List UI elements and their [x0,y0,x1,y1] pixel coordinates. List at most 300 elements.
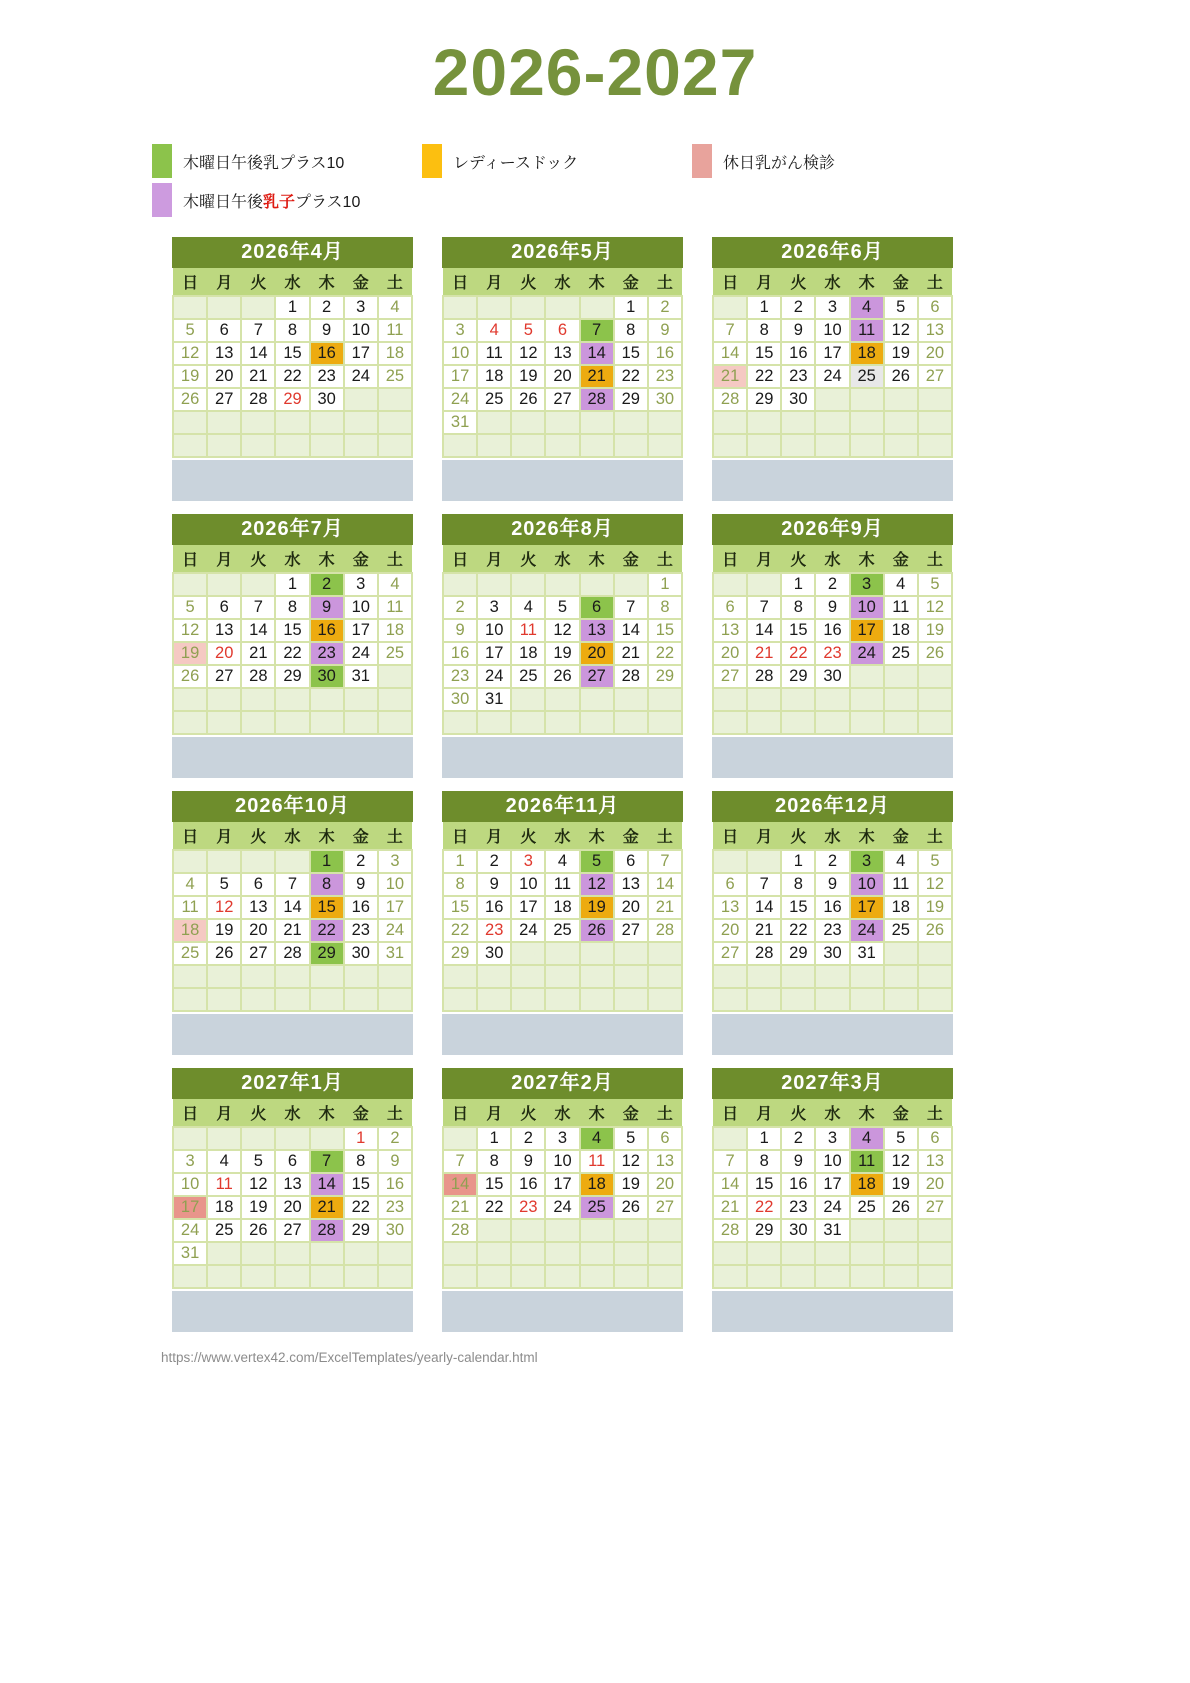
empty-cell [443,573,477,596]
day-cell: 24 [545,1196,579,1219]
empty-cell [344,988,378,1011]
day-cell: 25 [850,365,884,388]
empty-cell [747,411,781,434]
weekday-header: 土 [918,268,952,296]
day-cell: 10 [850,873,884,896]
legend-label: 休日乳がん検診 [723,154,836,172]
day-cell: 31 [173,1242,207,1265]
empty-cell [850,411,884,434]
empty-cell [378,711,412,734]
empty-cell [580,965,614,988]
empty-cell [713,965,747,988]
day-cell: 12 [241,1173,275,1196]
footer-url-link[interactable]: https://www.vertex42.com/ExcelTemplates/yearly-calendar.html [161,1350,538,1365]
empty-cell [850,434,884,457]
empty-cell [884,1242,918,1265]
weekday-header: 木 [580,268,614,296]
day-cell: 31 [477,688,511,711]
weekday-header: 水 [545,1099,579,1127]
empty-cell [241,711,275,734]
day-cell: 26 [173,388,207,411]
day-cell: 18 [580,1173,614,1196]
month-table [712,545,953,735]
day-cell: 16 [648,342,682,365]
weekday-header: 日 [443,1099,477,1127]
month-calendar-11 [442,1068,683,1344]
day-cell: 5 [918,573,952,596]
day-cell: 25 [511,665,545,688]
month-table [172,545,413,735]
empty-cell [477,711,511,734]
weekday-header: 月 [747,268,781,296]
day-cell: 3 [815,1127,849,1150]
day-cell: 26 [545,665,579,688]
empty-cell [207,573,241,596]
empty-cell [207,850,241,873]
empty-cell [344,711,378,734]
month-footer-bar [172,460,413,501]
day-cell: 22 [275,365,309,388]
empty-cell [648,988,682,1011]
day-cell: 30 [815,942,849,965]
empty-cell [344,1265,378,1288]
day-cell: 19 [580,896,614,919]
day-cell: 12 [173,619,207,642]
weekday-header: 日 [173,1099,207,1127]
day-cell: 18 [173,919,207,942]
empty-cell [378,988,412,1011]
day-cell: 20 [207,642,241,665]
day-cell: 23 [781,365,815,388]
empty-cell [443,1127,477,1150]
weekday-header: 土 [378,545,412,573]
day-cell: 27 [918,365,952,388]
day-cell: 1 [275,573,309,596]
legend-row-2 [152,183,1092,217]
day-cell: 16 [815,619,849,642]
empty-cell [173,711,207,734]
weekday-header: 土 [648,545,682,573]
weekday-header: 木 [310,822,344,850]
day-cell: 16 [781,1173,815,1196]
weekday-header: 土 [378,822,412,850]
empty-cell [545,1242,579,1265]
legend [152,144,1092,222]
weekday-header: 土 [648,1099,682,1127]
day-cell: 3 [378,850,412,873]
empty-cell [815,711,849,734]
empty-cell [275,688,309,711]
day-cell: 2 [477,850,511,873]
day-cell: 27 [713,942,747,965]
month-footer-bar [712,1291,953,1332]
legend-label: 木曜日午後乳プラス10 [183,154,345,172]
empty-cell [648,1219,682,1242]
empty-cell [850,1219,884,1242]
month-title: 2026年12月 [712,791,953,822]
empty-cell [713,711,747,734]
day-cell: 1 [781,573,815,596]
weekday-header: 火 [781,268,815,296]
day-cell: 30 [648,388,682,411]
day-cell: 12 [545,619,579,642]
empty-cell [511,988,545,1011]
day-cell: 8 [275,596,309,619]
empty-cell [614,942,648,965]
month-calendar-6 [712,514,953,790]
day-cell: 23 [511,1196,545,1219]
empty-cell [545,296,579,319]
months-grid [172,237,953,1344]
weekday-header: 水 [815,1099,849,1127]
day-cell: 29 [310,942,344,965]
day-cell: 26 [580,919,614,942]
empty-cell [648,965,682,988]
empty-cell [511,688,545,711]
empty-cell [378,665,412,688]
day-cell: 31 [378,942,412,965]
day-cell: 7 [241,319,275,342]
empty-cell [747,988,781,1011]
day-cell: 23 [378,1196,412,1219]
day-cell: 13 [545,342,579,365]
day-cell: 18 [511,642,545,665]
day-cell: 30 [378,1219,412,1242]
empty-cell [241,688,275,711]
empty-cell [545,573,579,596]
empty-cell [173,988,207,1011]
day-cell: 30 [310,388,344,411]
day-cell: 10 [815,319,849,342]
empty-cell [378,434,412,457]
empty-cell [918,965,952,988]
day-cell: 19 [884,1173,918,1196]
weekday-header: 日 [443,545,477,573]
empty-cell [918,942,952,965]
weekday-header: 木 [850,268,884,296]
day-cell: 14 [713,342,747,365]
weekday-header: 日 [713,545,747,573]
empty-cell [713,411,747,434]
day-cell: 18 [378,619,412,642]
day-cell: 27 [207,388,241,411]
empty-cell [477,1265,511,1288]
empty-cell [884,1265,918,1288]
month-footer-bar [442,460,683,501]
empty-cell [310,1242,344,1265]
legend-label: 木曜日午後乳子プラス10 [183,193,361,211]
weekday-header: 日 [713,822,747,850]
empty-cell [580,988,614,1011]
day-cell: 4 [511,596,545,619]
day-cell: 5 [614,1127,648,1150]
day-cell: 10 [545,1150,579,1173]
empty-cell [310,1265,344,1288]
day-cell: 30 [344,942,378,965]
empty-cell [580,434,614,457]
day-cell: 20 [713,642,747,665]
day-cell: 18 [207,1196,241,1219]
empty-cell [614,688,648,711]
day-cell: 7 [713,1150,747,1173]
weekday-header: 木 [310,1099,344,1127]
day-cell: 30 [477,942,511,965]
day-cell: 19 [207,919,241,942]
day-cell: 17 [511,896,545,919]
day-cell: 1 [747,296,781,319]
empty-cell [241,434,275,457]
day-cell: 1 [648,573,682,596]
empty-cell [545,711,579,734]
empty-cell [747,573,781,596]
empty-cell [310,1127,344,1150]
empty-cell [344,1242,378,1265]
month-calendar-9 [712,791,953,1067]
day-cell: 11 [580,1150,614,1173]
day-cell: 8 [648,596,682,619]
empty-cell [241,1265,275,1288]
day-cell: 3 [344,573,378,596]
day-cell: 23 [344,919,378,942]
empty-cell [713,1242,747,1265]
day-cell: 30 [781,1219,815,1242]
legend-item-holiday-screening [692,144,962,178]
day-cell: 25 [477,388,511,411]
empty-cell [815,965,849,988]
empty-cell [310,988,344,1011]
empty-cell [781,688,815,711]
weekday-header: 金 [884,268,918,296]
day-cell: 4 [477,319,511,342]
month-title: 2027年1月 [172,1068,413,1099]
day-cell: 15 [781,619,815,642]
weekday-header: 金 [884,822,918,850]
day-cell: 11 [173,896,207,919]
day-cell: 28 [275,942,309,965]
day-cell: 31 [850,942,884,965]
day-cell: 16 [815,896,849,919]
empty-cell [241,988,275,1011]
day-cell: 21 [275,919,309,942]
empty-cell [545,688,579,711]
day-cell: 22 [781,919,815,942]
day-cell: 24 [443,388,477,411]
weekday-header: 金 [344,822,378,850]
weekday-header: 水 [815,545,849,573]
empty-cell [850,688,884,711]
legend-label-red-part: 乳子 [263,193,296,211]
empty-cell [275,1242,309,1265]
empty-cell [477,434,511,457]
weekday-header: 土 [918,822,952,850]
day-cell: 2 [378,1127,412,1150]
weekday-header: 水 [545,545,579,573]
month-footer-bar [712,737,953,778]
empty-cell [614,411,648,434]
empty-cell [713,850,747,873]
weekday-header: 土 [918,545,952,573]
pink-swatch-icon [692,144,712,178]
day-cell: 20 [207,365,241,388]
day-cell: 23 [815,919,849,942]
day-cell: 24 [344,642,378,665]
empty-cell [207,1265,241,1288]
day-cell: 27 [275,1219,309,1242]
day-cell: 16 [344,896,378,919]
weekday-header: 日 [173,268,207,296]
weekday-header: 月 [207,545,241,573]
day-cell: 13 [207,619,241,642]
day-cell: 6 [648,1127,682,1150]
day-cell: 3 [545,1127,579,1150]
day-cell: 25 [884,919,918,942]
day-cell: 12 [511,342,545,365]
empty-cell [850,711,884,734]
day-cell: 10 [815,1150,849,1173]
day-cell: 8 [344,1150,378,1173]
empty-cell [781,1265,815,1288]
day-cell: 6 [918,296,952,319]
weekday-header: 月 [747,545,781,573]
day-cell: 17 [850,896,884,919]
weekday-header: 日 [173,822,207,850]
day-cell: 16 [378,1173,412,1196]
day-cell: 16 [310,619,344,642]
day-cell: 5 [173,319,207,342]
day-cell: 27 [713,665,747,688]
empty-cell [747,1265,781,1288]
weekday-header: 土 [378,268,412,296]
month-calendar-2 [442,237,683,513]
day-cell: 16 [477,896,511,919]
day-cell: 10 [344,319,378,342]
day-cell: 16 [781,342,815,365]
day-cell: 23 [477,919,511,942]
day-cell: 20 [580,642,614,665]
day-cell: 2 [648,296,682,319]
empty-cell [511,1265,545,1288]
day-cell: 27 [614,919,648,942]
weekday-header: 日 [713,1099,747,1127]
empty-cell [580,1219,614,1242]
empty-cell [713,296,747,319]
weekday-header: 月 [747,1099,781,1127]
day-cell: 5 [884,1127,918,1150]
day-cell: 15 [344,1173,378,1196]
weekday-header: 水 [275,268,309,296]
day-cell: 7 [443,1150,477,1173]
empty-cell [614,1242,648,1265]
day-cell: 20 [648,1173,682,1196]
empty-cell [884,711,918,734]
month-title: 2026年4月 [172,237,413,268]
day-cell: 9 [781,319,815,342]
day-cell: 29 [781,942,815,965]
day-cell: 29 [747,1219,781,1242]
day-cell: 3 [815,296,849,319]
empty-cell [850,1265,884,1288]
day-cell: 10 [443,342,477,365]
empty-cell [614,988,648,1011]
day-cell: 20 [545,365,579,388]
empty-cell [275,965,309,988]
day-cell: 22 [747,365,781,388]
day-cell: 15 [443,896,477,919]
weekday-header: 月 [477,822,511,850]
empty-cell [747,711,781,734]
weekday-header: 火 [781,822,815,850]
month-footer-bar [172,1014,413,1055]
empty-cell [648,688,682,711]
day-cell: 26 [173,665,207,688]
day-cell: 24 [477,665,511,688]
empty-cell [648,1265,682,1288]
day-cell: 25 [207,1219,241,1242]
empty-cell [275,1265,309,1288]
empty-cell [378,1265,412,1288]
weekday-header: 木 [850,1099,884,1127]
day-cell: 12 [884,1150,918,1173]
day-cell: 17 [815,342,849,365]
day-cell: 17 [477,642,511,665]
month-footer-bar [172,737,413,778]
day-cell: 22 [310,919,344,942]
weekday-header: 木 [850,822,884,850]
month-table [712,268,953,458]
empty-cell [477,1242,511,1265]
day-cell: 9 [310,596,344,619]
month-calendar-4 [172,514,413,790]
empty-cell [511,1219,545,1242]
weekday-header: 水 [275,545,309,573]
empty-cell [580,411,614,434]
empty-cell [173,573,207,596]
day-cell: 5 [207,873,241,896]
day-cell: 12 [884,319,918,342]
day-cell: 27 [241,942,275,965]
day-cell: 11 [378,319,412,342]
month-calendar-8 [442,791,683,1067]
empty-cell [207,1127,241,1150]
day-cell: 20 [275,1196,309,1219]
empty-cell [884,411,918,434]
day-cell: 29 [648,665,682,688]
empty-cell [173,965,207,988]
day-cell: 21 [580,365,614,388]
page-title: 2026-2027 [432,35,758,109]
day-cell: 8 [781,873,815,896]
day-cell: 2 [815,573,849,596]
day-cell: 5 [511,319,545,342]
day-cell: 18 [545,896,579,919]
day-cell: 10 [173,1173,207,1196]
empty-cell [443,1242,477,1265]
empty-cell [781,965,815,988]
empty-cell [511,296,545,319]
day-cell: 29 [275,665,309,688]
day-cell: 15 [747,342,781,365]
empty-cell [815,688,849,711]
month-title: 2027年3月 [712,1068,953,1099]
day-cell: 10 [477,619,511,642]
purple-swatch-icon [152,183,172,217]
day-cell: 21 [747,642,781,665]
empty-cell [173,1127,207,1150]
day-cell: 22 [648,642,682,665]
empty-cell [580,711,614,734]
month-footer-bar [712,1014,953,1055]
month-title: 2026年10月 [172,791,413,822]
